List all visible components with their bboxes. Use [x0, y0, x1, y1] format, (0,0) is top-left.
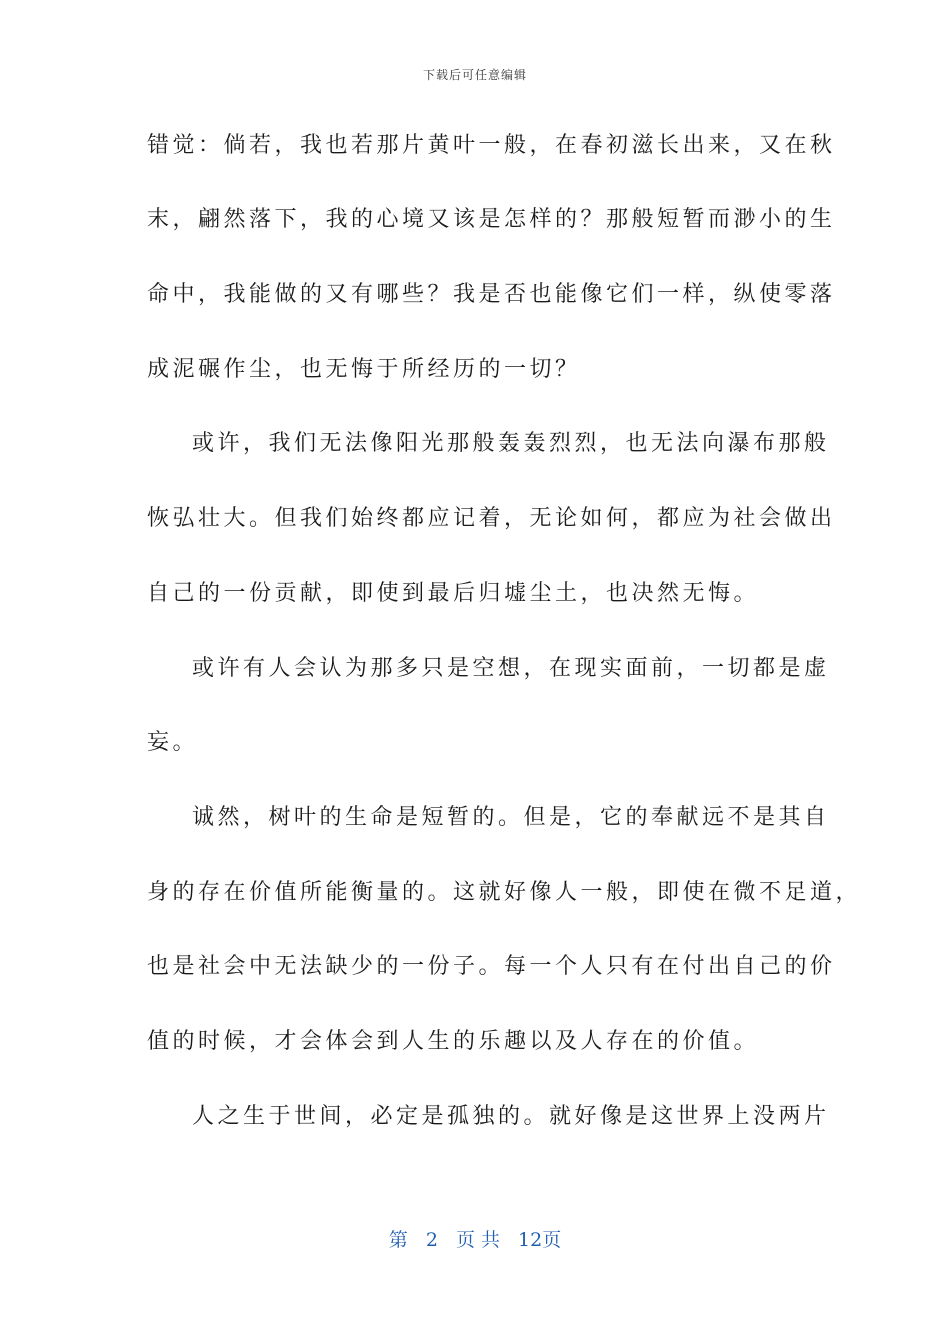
total-pages: 12页: [518, 1229, 562, 1251]
text-line: 或许，我们无法像阳光那般轰轰烈烈，也无法向瀑布那般: [192, 431, 830, 456]
text-line: 末，翩然落下，我的心境又该是怎样的？那般短暂而渺小的生: [147, 207, 836, 232]
page-header: 下载后可任意编辑: [422, 68, 527, 82]
text-line: 值的时候，才会体会到人生的乐趣以及人存在的价值。: [147, 1029, 760, 1054]
text-line: 也是社会中无法缺少的一份子。每一个人只有在付出自己的价: [147, 954, 836, 979]
footer-prefix: 第: [388, 1229, 408, 1251]
text-line: 成泥碾作尘，也无悔于所经历的一切？: [147, 357, 581, 382]
current-page-number: 2: [425, 1229, 438, 1251]
text-line: 命中，我能做的又有哪些？我是否也能像它们一样，纵使零落: [147, 282, 836, 307]
text-line: 人之生于世间，必定是孤独的。就好像是这世界上没两片: [192, 1104, 830, 1129]
text-line: 妄。: [147, 730, 199, 755]
text-line: 自己的一份贡献，即使到最后归墟尘土，也决然无悔。: [147, 581, 760, 606]
text-line: 诚然，树叶的生命是短暂的。但是，它的奉献远不是其自: [192, 805, 830, 830]
text-line: 恢弘壮大。但我们始终都应记着，无论如何，都应为社会做出: [147, 506, 836, 531]
text-line: 错觉：倘若，我也若那片黄叶一般，在春初滋长出来，又在秋: [147, 133, 836, 158]
footer-middle: 页 共: [455, 1229, 500, 1251]
text-line: 或许有人会认为那多只是空想，在现实面前，一切都是虚: [192, 656, 830, 681]
text-line: 身的存在价值所能衡量的。这就好像人一般，即使在微不足道，: [147, 880, 862, 905]
page-footer: [0, 1225, 950, 1252]
